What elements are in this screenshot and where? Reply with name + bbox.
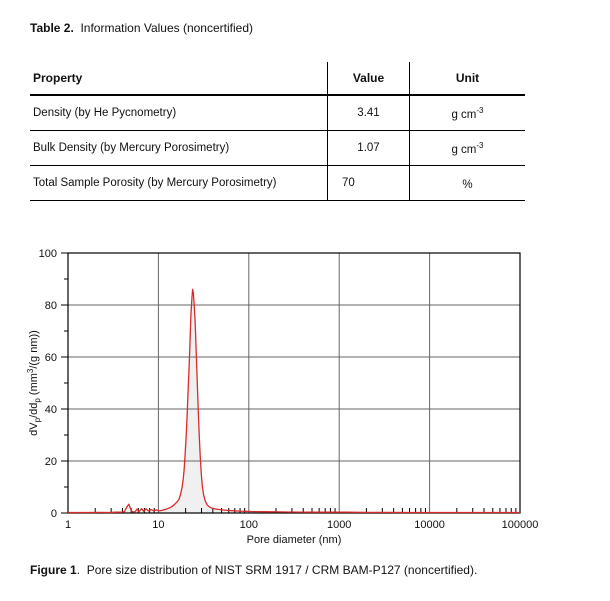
- y-tick-label: 0: [50, 508, 57, 520]
- table-title-number: Table 2.: [30, 21, 74, 35]
- plot-border: [68, 253, 520, 513]
- y-tick-label: 100: [38, 248, 57, 260]
- figure-chart-svg: [0, 233, 610, 555]
- table-row: [30, 131, 525, 166]
- cell-unit: [410, 131, 526, 166]
- y-tick-label: 60: [44, 352, 57, 364]
- cell-unit: [410, 166, 526, 201]
- pore-size-curve: [68, 289, 520, 512]
- info-values-table: [30, 62, 525, 201]
- unit-base: g cm: [451, 108, 477, 121]
- cell-property: Bulk Density (by Mercury Porosimetry): [30, 131, 328, 166]
- x-tick-label: 1000: [326, 519, 352, 531]
- figure-caption-text: . Pore size distribution of NIST SRM 1917 / CRM BAM-P127 (noncertified).: [76, 563, 478, 577]
- cell-value: 3.41: [328, 95, 410, 131]
- figure-chart: [0, 233, 610, 555]
- header-unit: Unit: [410, 62, 526, 95]
- table-row: [30, 95, 525, 131]
- y-tick-label: 20: [44, 456, 57, 468]
- x-tick-label: 10000: [414, 519, 445, 531]
- x-axis-title: Pore diameter (nm): [246, 534, 342, 546]
- cell-value: 70: [328, 166, 410, 201]
- table-title: [30, 21, 253, 35]
- figure-caption-number: Figure 1: [30, 563, 77, 577]
- unit-base: %: [462, 178, 473, 191]
- unit-base: g cm: [451, 143, 477, 156]
- cell-unit: [410, 95, 526, 131]
- table-header-row: [30, 62, 525, 95]
- unit-exponent: -3: [476, 105, 484, 115]
- x-tick-label: 1: [64, 519, 72, 531]
- curve-area-fill: [68, 289, 520, 513]
- header-property: Property: [30, 62, 328, 95]
- table-title-text: Information Values (noncertified): [73, 21, 253, 35]
- x-tick-label: 10: [152, 519, 165, 531]
- y-tick-label: 80: [44, 300, 57, 312]
- figure-caption: [30, 563, 477, 577]
- y-axis-title: $dV_p/dd_p$ ($mm^3/(g$ nm)): [26, 330, 42, 436]
- x-tick-label: 100: [239, 519, 258, 531]
- cell-value: 1.07: [328, 131, 410, 166]
- cell-property: Total Sample Porosity (by Mercury Porosimetry): [30, 166, 328, 201]
- cell-property: Density (by He Pycnometry): [30, 95, 328, 131]
- y-tick-label: 40: [44, 404, 57, 416]
- header-value: Value: [328, 62, 410, 95]
- unit-exponent: -3: [476, 140, 484, 150]
- table-row: [30, 166, 525, 201]
- x-tick-label: 100000: [501, 519, 539, 531]
